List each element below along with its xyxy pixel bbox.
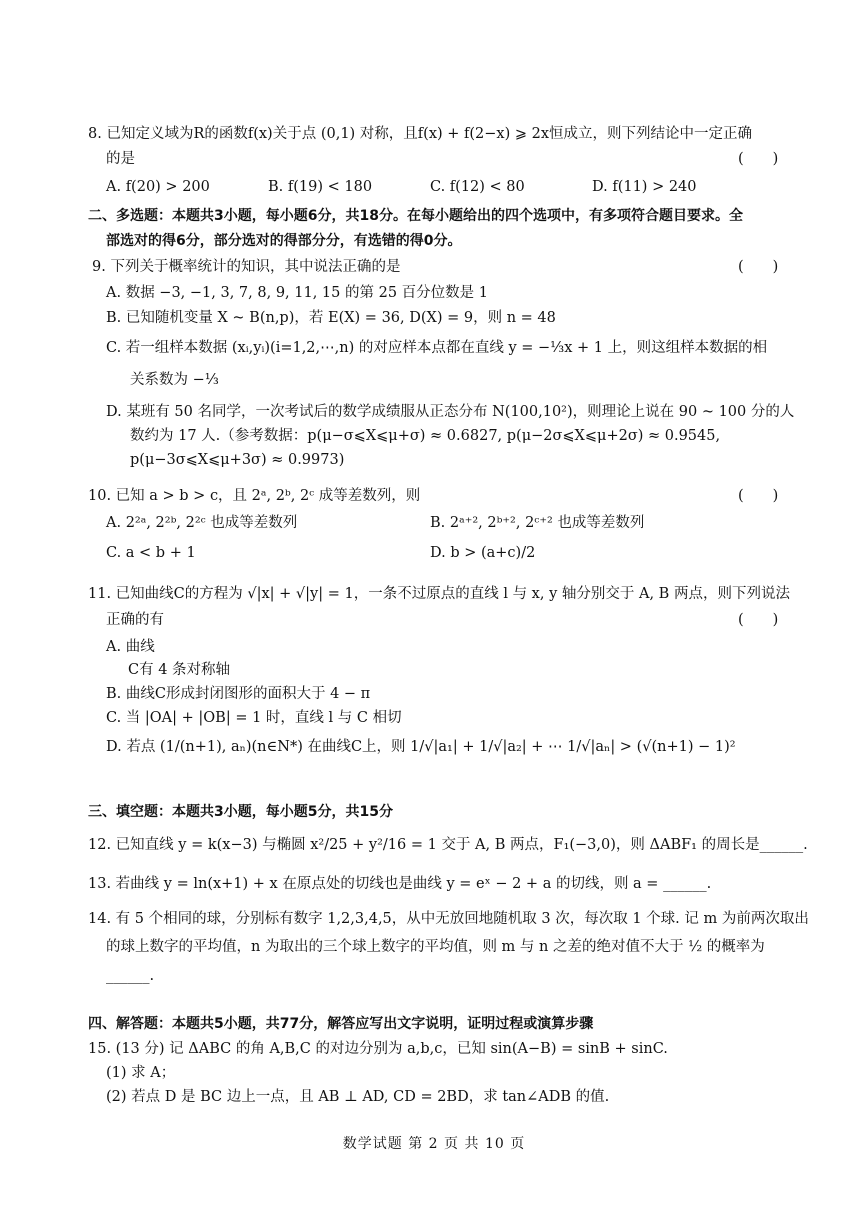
q9-option-c-line1: C. 若一组样本数据 (xᵢ,yᵢ)(i=1,2,⋯,n) 的对应样本点都在直线 y = −⅓x + 1 上，则这组样本数据的相 <box>106 340 768 356</box>
q8-option-c: C. f(12) < 80 <box>430 179 525 195</box>
q14-line2: 的球上数字的平均值，n 为取出的三个球上数字的平均值，则 m 与 n 之差的绝对值不大于 ½ 的概率为 <box>106 939 765 955</box>
q11-option-b: B. 曲线C形成封闭图形的面积大于 4 − π <box>106 686 371 702</box>
section3-heading: 三、填空题：本题共3小题，每小题5分，共15分 <box>88 804 393 820</box>
q15-part1: (1) 求 A； <box>106 1065 176 1081</box>
q9-option-d-line1: D. 某班有 50 名同学，一次考试后的数学成绩服从正态分布 N(100,10²)，则理论上说在 90 ~ 100 分的人 <box>106 404 795 420</box>
section2-heading-line1: 二、多选题：本题共3小题，每小题6分，共18分。在每小题给出的四个选项中，有多项符合题目要求。全 <box>88 208 743 224</box>
q9-option-d-line2: 数约为 17 人.（参考数据：p(μ−σ⩽X⩽μ+σ) ≈ 0.6827, p(μ−2σ⩽X⩽μ+2σ) ≈ 0.9545, <box>130 428 721 444</box>
q9-option-b: B. 已知随机变量 X ~ B(n,p)，若 E(X) = 36, D(X) = 9，则 n = 48 <box>106 310 556 326</box>
q10-option-a: A. 2²ᵃ, 2²ᵇ, 2²ᶜ 也成等差数列 <box>106 515 298 531</box>
q8-option-b: B. f(19) < 180 <box>268 179 373 195</box>
q13-text: 13. 若曲线 y = ln(x+1) + x 在原点处的切线也是曲线 y = eˣ − 2 + a 的切线，则 a = ______. <box>88 876 712 892</box>
q8-option-d: D. f(11) > 240 <box>592 179 697 195</box>
q10-stem: 10. 已知 a > b > c，且 2ᵃ, 2ᵇ, 2ᶜ 成等差数列，则 <box>88 488 421 504</box>
q10-option-c: C. a < b + 1 <box>106 545 196 561</box>
q9-answer-paren: ( ) <box>738 259 779 275</box>
q11-option-c: C. 当 |OA| + |OB| = 1 时，直线 l 与 C 相切 <box>106 710 402 726</box>
q11-stem-line1: 11. 已知曲线C的方程为 √|x| + √|y| = 1，一条不过原点的直线 l 与 x, y 轴分别交于 A, B 两点，则下列说法 <box>88 586 790 602</box>
q14-line1: 14. 有 5 个相同的球，分别标有数字 1,2,3,4,5，从中无放回地随机取 3 次，每次取 1 个球. 记 m 为前两次取出 <box>88 911 809 927</box>
q9-option-a: A. 数据 −3, −1, 3, 7, 8, 9, 11, 15 的第 25 百分位数是 1 <box>106 285 488 301</box>
q11-answer-paren: ( ) <box>738 612 779 628</box>
q9-option-d-line3: p(μ−3σ⩽X⩽μ+3σ) ≈ 0.9973) <box>130 452 345 468</box>
q10-option-d: D. b > (a+c)/2 <box>430 545 536 561</box>
q9-stem: 9. 下列关于概率统计的知识，其中说法正确的是 <box>92 259 401 275</box>
q8-stem-line2: 的是 <box>106 151 135 167</box>
q11-stem-line2: 正确的有 <box>106 612 164 628</box>
page-footer: 数学试题 第 2 页 共 10 页 <box>342 1136 526 1152</box>
q8-answer-paren: ( ) <box>738 151 779 167</box>
q15-stem: 15. (13 分) 记 ΔABC 的角 A,B,C 的对边分别为 a,b,c，已知 sin(A−B) = sinB + sinC. <box>88 1041 668 1057</box>
q8-stem-line1: 8. 已知定义域为R的函数f(x)关于点 (0,1) 对称，且f(x) + f(2−x) ⩾ 2x恒成立，则下列结论中一定正确 <box>88 126 753 142</box>
q10-option-b: B. 2ᵃ⁺², 2ᵇ⁺², 2ᶜ⁺² 也成等差数列 <box>430 515 645 531</box>
section2-heading-line2: 部选对的得6分，部分选对的得部分分，有选错的得0分。 <box>106 233 462 249</box>
q12-text: 12. 已知直线 y = k(x−3) 与椭圆 x²/25 + y²/16 = 1 交于 A, B 两点，F₁(−3,0)，则 ΔABF₁ 的周长是______. <box>88 837 808 853</box>
section4-heading: 四、解答题：本题共5小题，共77分，解答应写出文字说明，证明过程或演算步骤 <box>88 1016 594 1032</box>
q11-option-a-line1: A. 曲线 <box>106 639 155 655</box>
q8-option-a: A. f(20) > 200 <box>106 179 210 195</box>
q11-option-d: D. 若点 (1/(n+1), aₙ)(n∈N*) 在曲线C上，则 1/√|a₁| + 1/√|a₂| + ⋯ 1/√|aₙ| > (√(n+1) − 1)² <box>106 739 736 755</box>
q10-answer-paren: ( ) <box>738 488 779 504</box>
q11-option-a-line2: C有 4 条对称轴 <box>128 662 231 678</box>
q15-part2: (2) 若点 D 是 BC 边上一点，且 AB ⊥ AD, CD = 2BD，求 tan∠ADB 的值. <box>106 1089 610 1105</box>
q9-option-c-line2: 关系数为 −⅓ <box>130 372 219 388</box>
q14-line3: ______. <box>106 968 155 984</box>
